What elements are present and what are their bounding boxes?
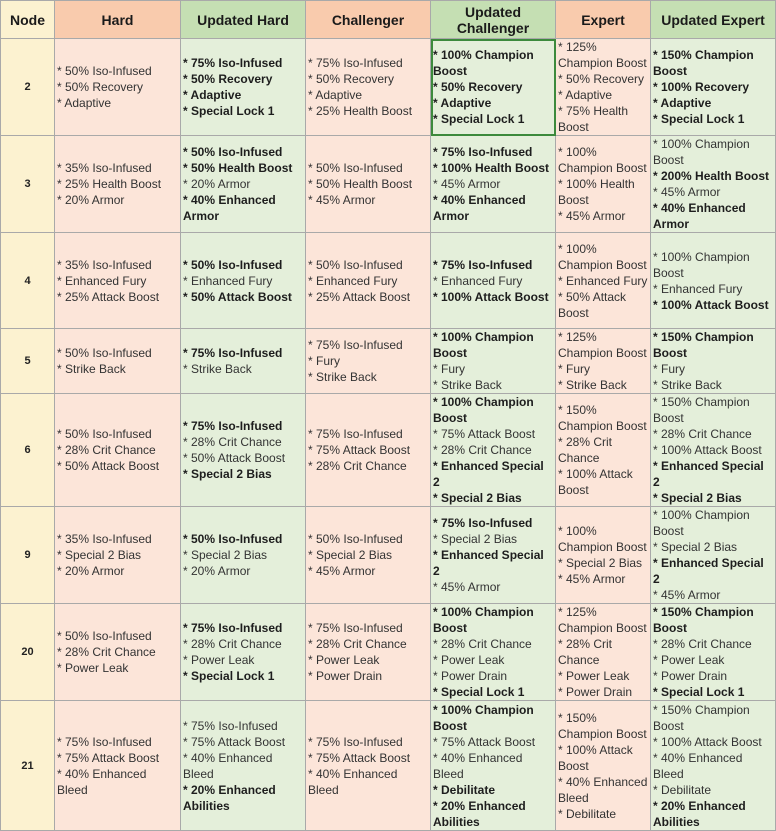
modifier-line: * 45% Armor [558,209,626,223]
node-number: 2 [1,39,55,136]
modifier-line: * 50% Iso-Infused [308,532,403,546]
modifier-line: * 150% Champion Boost [558,403,647,433]
modifier-line: * 20% Enhanced Abilities [433,798,526,829]
modifier-line: * Enhanced Fury [308,273,398,288]
header-row [1,1,776,39]
modifier-line: * Strike Back [57,362,126,376]
modifier-line: * Adaptive [433,96,492,110]
modifier-line: * 75% Iso-Infused [183,56,283,70]
modifier-line: * 100% Attack Boost [653,297,769,312]
modifier-line: * Enhanced Fury [433,273,523,288]
modifier-line: * 45% Armor [433,177,501,191]
modifier-line: * 28% Crit Chance [183,637,282,651]
modifier-line: * 50% Attack Boost [183,451,286,465]
modifier-line: * Special Lock 1 [653,685,745,699]
header-expert: Expert [556,1,651,39]
node-number: 5 [1,329,55,394]
modifier-line: * Enhanced Special 2 [433,459,544,489]
modifier-line: * Adaptive [653,96,712,110]
modifier-line: * Enhanced Special 2 [653,556,764,586]
modifier-line: * 40% Enhanced Bleed [183,750,273,781]
modifier-line: * 50% Recovery [183,72,273,86]
node-number: 3 [1,136,55,233]
modifier-line: * 100% Recovery [653,80,750,94]
modifier-line: * Special 2 Bias [308,548,393,562]
table-row [1,329,776,394]
modifier-line: * 50% Attack Boost [57,459,160,473]
modifier-line: * 40% Enhanced Armor [433,193,526,223]
table-row [1,507,776,604]
cell-updated-challenger[interactable] [431,39,556,136]
modifier-line: * Strike Back [308,370,377,384]
modifier-line: * 50% Health Boost [183,161,293,175]
cell-hard[interactable] [55,39,181,136]
modifier-line: * 75% Iso-Infused [183,621,283,635]
modifier-line: * 35% Iso-Infused [57,161,152,175]
cell-hard[interactable] [55,701,181,831]
modifier-line: * 50% Iso-Infused [57,64,152,78]
modifier-line: * Adaptive [183,88,242,102]
cell-updated-expert[interactable] [651,507,776,604]
cell-updated-hard[interactable] [181,394,306,507]
cell-updated-expert[interactable] [651,39,776,136]
modifier-line: * 200% Health Boost [653,169,770,183]
modifier-line: * 28% Crit Chance [57,645,156,659]
modifier-line: * Special 2 Bias [433,532,518,546]
modifier-line: * 45% Armor [653,588,721,602]
modifier-line: * Debilitate [558,806,617,821]
modifier-line: * Enhanced Fury [558,273,648,288]
modifier-line: * 150% Champion Boost [653,395,750,425]
cell-updated-expert[interactable] [651,329,776,394]
modifier-line: * 100% Health Boost [558,177,635,207]
modifier-line: * 100% Champion Boost [653,137,750,167]
cell-expert[interactable] [556,394,651,507]
modifier-line: * 28% Crit Chance [653,637,752,651]
modifier-line: * 75% Attack Boost [57,750,160,765]
modifier-line: * 75% Iso-Infused [433,516,533,530]
modifier-line: * Strike Back [433,378,502,392]
node-number: 4 [1,233,55,329]
modifier-line: * Special Lock 1 [433,112,525,126]
modifier-line: * 75% Iso-Infused [433,145,533,159]
cell-updated-hard[interactable] [181,701,306,831]
node-number: 6 [1,394,55,507]
modifier-line: * Enhanced Fury [653,281,743,296]
modifier-line: * 100% Champion Boost [433,330,534,360]
modifier-line: * Adaptive [57,96,112,110]
cell-updated-challenger[interactable] [431,233,556,329]
modifier-line: * 100% Champion Boost [433,395,534,425]
cell-challenger[interactable] [306,136,431,233]
modifier-line: * 75% Iso-Infused [433,257,533,272]
header-updated-expert: Updated Expert [651,1,776,39]
modifier-line: * 45% Armor [308,193,376,207]
modifier-line: * 20% Armor [57,193,125,207]
modifier-line: * Adaptive [308,88,363,102]
cell-hard[interactable] [55,507,181,604]
modifier-line: * 50% Iso-Infused [183,145,283,159]
modifier-line: * 35% Iso-Infused [57,532,152,546]
modifier-line: * 45% Armor [653,185,721,199]
modifier-line: * 50% Recovery [57,80,144,94]
modifier-line: * Debilitate [433,782,496,797]
cell-challenger[interactable] [306,39,431,136]
modifier-line: * 100% Champion Boost [558,145,647,175]
cell-hard[interactable] [55,329,181,394]
cell-updated-hard[interactable] [181,39,306,136]
modifier-line: * 100% Attack Boost [653,734,762,749]
cell-challenger[interactable] [306,507,431,604]
modifier-line: * 125% Champion Boost [558,40,647,70]
modifier-line: * Power Leak [653,653,725,667]
modifier-line: * 40% Enhanced Bleed [57,766,147,797]
modifier-line: * Power Leak [183,653,255,667]
modifier-line: * 35% Iso-Infused [57,257,152,272]
cell-expert[interactable] [556,507,651,604]
cell-updated-hard[interactable] [181,507,306,604]
cell-updated-expert[interactable] [651,701,776,831]
modifier-line: * Special Lock 1 [183,104,275,118]
cell-expert[interactable] [556,136,651,233]
node-number: 9 [1,507,55,604]
modifier-line: * Power Leak [57,661,129,675]
modifier-line: * 28% Crit Chance [558,637,613,667]
modifier-line: * Power Leak [308,653,380,667]
modifier-line: * 75% Attack Boost [433,734,536,749]
cell-challenger[interactable] [306,329,431,394]
modifier-line: * 28% Crit Chance [653,427,752,441]
modifier-line: * Special Lock 1 [433,685,525,699]
modifier-line: * 100% Attack Boost [558,742,633,773]
modifier-line: * 100% Champion Boost [558,241,647,272]
table-row [1,394,776,507]
modifier-line: * 20% Armor [183,564,251,578]
header-updated-challenger: Updated Challenger [431,1,556,39]
modifier-line: * 50% Iso-Infused [308,161,403,175]
modifier-line: * 40% Enhanced Bleed [433,750,523,781]
cell-expert[interactable] [556,233,651,329]
cell-updated-challenger[interactable] [431,507,556,604]
modifier-line: * 40% Enhanced Armor [653,201,746,231]
modifier-line: * 150% Champion Boost [653,48,754,78]
cell-expert[interactable] [556,701,651,831]
modifier-line: * 25% Health Boost [308,104,413,118]
modifier-line: * 50% Attack Boost [183,289,292,304]
modifier-line: * 28% Crit Chance [183,435,282,449]
modifier-line: * 50% Iso-Infused [57,629,152,643]
modifier-line: * 50% Iso-Infused [183,532,283,546]
cell-challenger[interactable] [306,394,431,507]
modifier-line: * 100% Champion Boost [433,702,534,733]
table-row [1,233,776,329]
modifier-line: * 75% Attack Boost [183,734,286,749]
modifier-line: * Enhanced Special 2 [433,548,544,578]
modifier-line: * 150% Champion Boost [558,710,647,741]
modifier-line: * 50% Recovery [308,72,395,86]
modifier-line: * 20% Enhanced Abilities [183,782,276,813]
modifier-line: * Special Lock 1 [183,669,275,683]
table-row [1,604,776,701]
modifier-line: * 45% Armor [558,572,626,586]
modifier-line: * Power Drain [653,669,728,683]
modifier-line: * 75% Attack Boost [308,443,411,457]
modifier-line: * 28% Crit Chance [558,435,613,465]
modifier-line: * Debilitate [653,782,712,797]
modifier-line: * Enhanced Special 2 [653,459,764,489]
modifier-line: * 45% Armor [433,580,501,594]
cell-updated-hard[interactable] [181,136,306,233]
modifier-line: * 20% Armor [183,177,251,191]
modifier-line: * 100% Health Boost [433,161,550,175]
modifier-line: * 100% Champion Boost [653,249,750,280]
modifier-line: * 75% Attack Boost [308,750,411,765]
table-row [1,701,776,831]
cell-updated-expert[interactable] [651,233,776,329]
modifier-line: * Strike Back [653,378,722,392]
cell-updated-challenger[interactable] [431,604,556,701]
modifier-line: * 100% Attack Boost [653,443,762,457]
modifier-line: * Power Drain [558,685,633,699]
modifier-line: * 40% Enhanced Bleed [653,750,743,781]
modifier-line: * 75% Iso-Infused [308,338,403,352]
modifier-line: * 75% Iso-Infused [57,734,152,749]
cell-hard[interactable] [55,394,181,507]
header-updated-hard: Updated Hard [181,1,306,39]
modifier-line: * Special 2 Bias [183,467,272,481]
cell-hard[interactable] [55,604,181,701]
cell-updated-challenger[interactable] [431,394,556,507]
modifier-line: * 25% Attack Boost [57,289,160,304]
cell-updated-hard[interactable] [181,233,306,329]
header-challenger: Challenger [306,1,431,39]
cell-hard[interactable] [55,136,181,233]
modifier-line: * 75% Health Boost [558,104,629,134]
modifier-line: * 25% Health Boost [57,177,162,191]
modifier-line: * 75% Iso-Infused [308,734,403,749]
modifier-line: * Fury [433,362,466,376]
cell-expert[interactable] [556,329,651,394]
modifier-line: * 125% Champion Boost [558,330,647,360]
modifier-line: * 150% Champion Boost [653,605,754,635]
cell-expert[interactable] [556,604,651,701]
modifier-line: * Special 2 Bias [433,491,522,505]
modifier-line: * 75% Iso-Infused [183,419,283,433]
modifier-line: * 100% Attack Boost [558,467,633,497]
modifier-line: * Fury [308,354,341,368]
node-number: 21 [1,701,55,831]
cell-updated-challenger[interactable] [431,329,556,394]
modifier-line: * 50% Iso-Infused [183,257,283,272]
table-row [1,39,776,136]
modifier-line: * 50% Recovery [558,72,645,86]
modifier-line: * 40% Enhanced Bleed [308,766,398,797]
header-hard: Hard [55,1,181,39]
modifier-line: * Strike Back [558,378,627,392]
modifier-line: * 50% Attack Boost [558,289,627,320]
modifier-line: * 50% Iso-Infused [57,427,152,441]
modifier-line: * Special Lock 1 [653,112,745,126]
cell-challenger[interactable] [306,233,431,329]
modifier-line: * 125% Champion Boost [558,605,647,635]
modifier-line: * 75% Iso-Infused [308,621,403,635]
modifier-line: * Fury [558,362,591,376]
modifier-line: * 50% Iso-Infused [57,346,152,360]
modifier-line: * Power Drain [308,669,383,683]
modifier-line: * Power Leak [558,669,630,683]
modifier-line: * 40% Enhanced Armor [183,193,276,223]
modifier-line: * 100% Champion Boost [433,48,534,78]
modifier-line: * 20% Enhanced Abilities [653,798,746,829]
cell-updated-expert[interactable] [651,604,776,701]
cell-hard[interactable] [55,233,181,329]
modifier-line: * Adaptive [558,88,613,102]
modifier-line: * Strike Back [183,362,252,376]
modifier-line: * 150% Champion Boost [653,702,750,733]
modifier-line: * Special 2 Bias [558,556,643,570]
modifier-line: * 75% Iso-Infused [183,346,283,360]
modifier-line: * 28% Crit Chance [57,443,156,457]
modifier-line: * Enhanced Fury [183,273,273,288]
cell-expert[interactable] [556,39,651,136]
modifier-line: * 75% Iso-Infused [183,718,278,733]
modifier-line: * 50% Health Boost [308,177,413,191]
modifier-line: * 40% Enhanced Bleed [558,774,648,805]
cell-updated-hard[interactable] [181,604,306,701]
cell-updated-challenger[interactable] [431,136,556,233]
modifier-line: * 100% Attack Boost [433,289,549,304]
modifier-line: * 28% Crit Chance [433,637,532,651]
modifier-line: * 50% Recovery [433,80,523,94]
node-number: 20 [1,604,55,701]
modifier-line: * 28% Crit Chance [308,459,407,473]
modifier-line: * Special 2 Bias [653,491,742,505]
header-node: Node [1,1,55,39]
modifier-line: * 25% Attack Boost [308,289,411,304]
cell-updated-expert[interactable] [651,394,776,507]
modifier-line: * 75% Iso-Infused [308,427,403,441]
cell-challenger[interactable] [306,604,431,701]
modifier-line: * Special 2 Bias [183,548,268,562]
modifier-line: * 100% Champion Boost [433,605,534,635]
modifier-line: * Special 2 Bias [57,548,142,562]
modifier-line: * 50% Iso-Infused [308,257,403,272]
modifier-line: * Fury [653,362,686,376]
modifier-line: * 100% Champion Boost [653,508,750,538]
modifier-line: * Enhanced Fury [57,273,147,288]
cell-challenger[interactable] [306,701,431,831]
modifier-line: * 45% Armor [308,564,376,578]
modifier-line: * Power Leak [433,653,505,667]
modifier-line: * 28% Crit Chance [433,443,532,457]
modifier-line: * 28% Crit Chance [308,637,407,651]
modifier-line: * 150% Champion Boost [653,330,754,360]
modifier-line: * Power Drain [433,669,508,683]
modifier-line: * 20% Armor [57,564,125,578]
table-row [1,136,776,233]
modifier-line: * 75% Iso-Infused [308,56,403,70]
modifier-line: * Special 2 Bias [653,540,738,554]
cell-updated-hard[interactable] [181,329,306,394]
cell-updated-expert[interactable] [651,136,776,233]
modifier-line: * 100% Champion Boost [558,524,647,554]
cell-updated-challenger[interactable] [431,701,556,831]
modifier-line: * 75% Attack Boost [433,427,536,441]
